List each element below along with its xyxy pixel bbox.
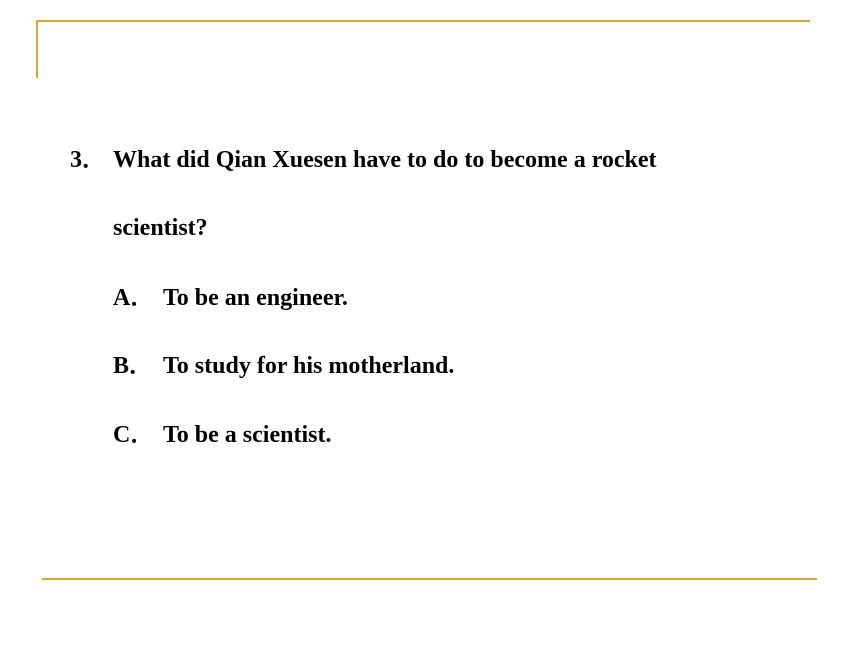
option-a-letter: A． [113, 285, 155, 311]
option-a-text: To be an engineer. [163, 285, 348, 311]
bottom-rule [42, 578, 817, 580]
top-rule [36, 20, 810, 22]
option-a [113, 283, 348, 313]
option-b-text: To study for his motherland. [163, 353, 455, 379]
option-b [113, 351, 454, 381]
left-corner-rule [36, 20, 38, 78]
question-text-line-2: scientist? [113, 215, 208, 241]
option-c-letter: C． [113, 422, 155, 448]
question-text-line-1: What did Qian Xuesen have to do to become a rocket [113, 147, 657, 173]
option-b-letter: B． [113, 353, 154, 379]
option-c [113, 420, 331, 450]
option-c-text: To be a scientist. [163, 422, 332, 448]
question-number: 3． [70, 147, 106, 173]
